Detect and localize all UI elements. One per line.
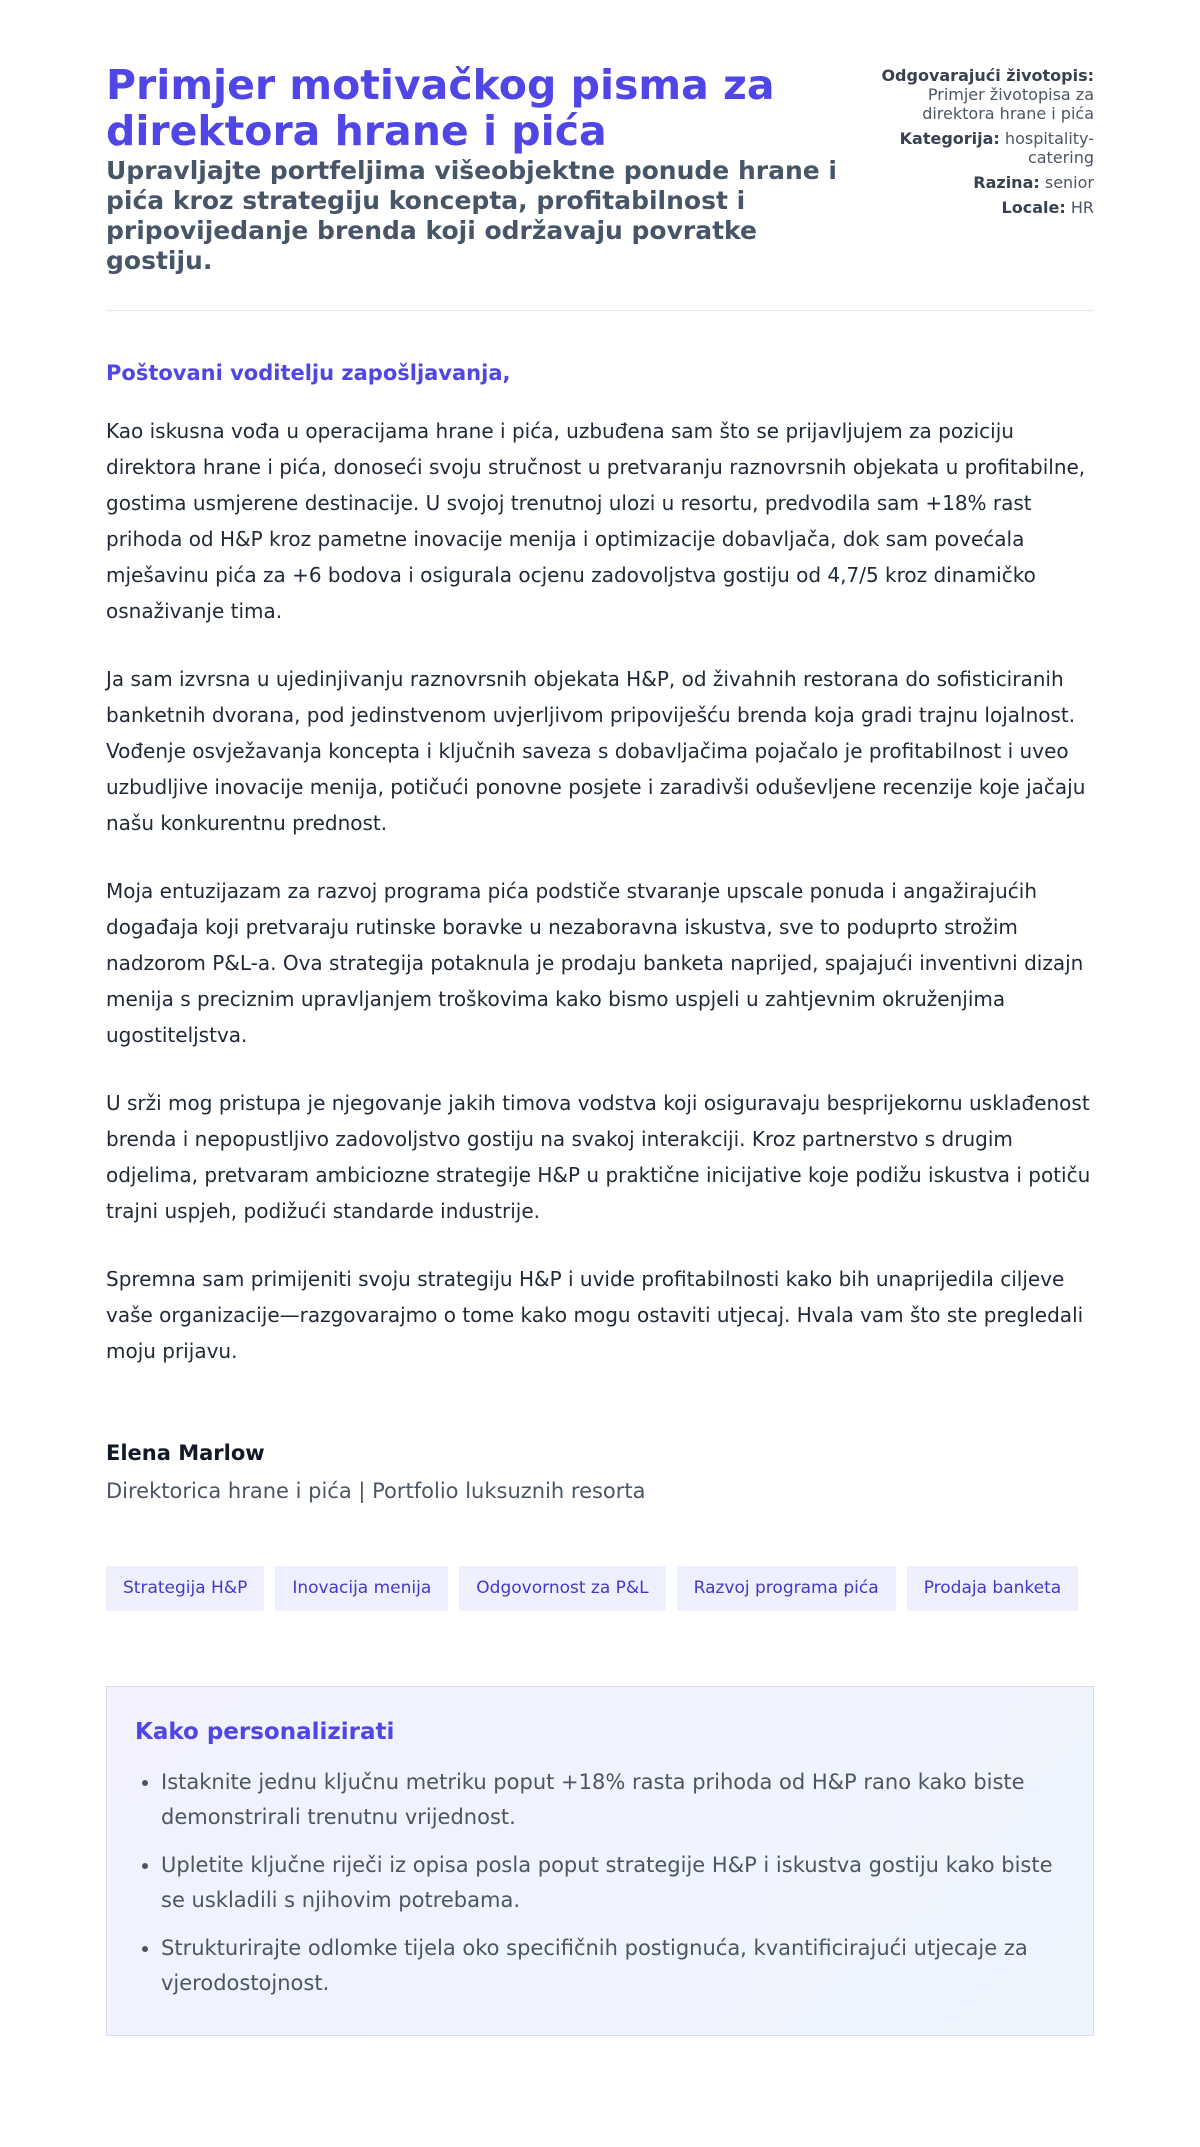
meta-category [879, 129, 1094, 167]
letter-paragraph: Moja entuzijazam za razvoj programa pića podstiče stvaranje upscale ponuda i angažirajućih događaja koji pretvaraju rutinske boravke u nezaboravna iskustva, sve to poduprto strožim nadzorom P&L-a. Ova strategija potaknula je prodaju banketa naprijed, spajajući inventivni dizajn menija s preciznim upravljanjem troškovima kako bismo uspjeli u zahtjevnim okruženjima ugostiteljstva. [106, 879, 1084, 1047]
page-subtitle: Upravljajte portfeljima višeobjektne ponude hrane i pića kroz strategiju koncepta, profitabilnost i pripovijedanje brenda koji održavaju povratke gostiju. [106, 156, 837, 275]
tips-item: • Upletite ključne riječi iz opisa posla poput strategije H&P i iskustva gostiju kako biste se uskladili s njihovim potrebama. [161, 1848, 1065, 1918]
skill-tag: Razvoj programa pića [677, 1566, 896, 1611]
meta-resume-label: Odgovarajući životopis: [881, 66, 1094, 85]
header-divider [106, 310, 1094, 311]
header-titles [106, 62, 866, 276]
meta-resume [879, 66, 1094, 123]
skill-tag: Inovacija menija [275, 1566, 448, 1611]
tips-list [135, 1765, 1065, 2001]
cover-letter-page [106, 0, 1094, 2036]
letter-body [106, 361, 1094, 1369]
meta-level-label: Razina: [973, 173, 1040, 192]
personalization-tips [106, 1686, 1094, 2036]
letter-paragraph: U srži mog pristupa je njegovanje jakih timova vodstva koji osiguravaju besprijekornu usklađenost brenda i nepopustljivo zadovoljstvo gostiju na svakoj interakciji. Kroz partnerstvo s drugim odjelima, pretvaram ambiciozne strategije H&P u praktične inicijative koje podižu iskustva i potiču trajni uspjeh, podižući standarde industrije. [106, 1091, 1091, 1223]
skill-tag: Strategija H&P [106, 1566, 264, 1611]
signature-role: Direktorica hrane i pića | Portfolio luksuznih resorta [106, 1479, 646, 1503]
signature-name: Elena Marlow [106, 1441, 265, 1465]
page-header [106, 62, 1094, 276]
letter-paragraph: Kao iskusna vođa u operacijama hrane i pića, uzbuđena sam što se prijavljujem za poziciju direktora hrane i pića, donoseći svoju stručnost u pretvaranju raznovrsnih objekata u profitabilne, gostima usmjerene destinacije. U svojoj trenutnoj ulozi u resortu, predvodila sam +18% rast prihoda od H&P kroz pametne inovacije menija i optimizacije dobavljača, dok sam povećala mješavinu pića za +6 bodova i osigurala ocjenu zadovoljstva gostiju od 4,7/5 kroz dinamičko osnaživanje tima. [106, 419, 1086, 623]
meta-level-value: senior [1044, 173, 1094, 192]
tips-item: • Strukturirajte odlomke tijela oko specifičnih postignuća, kvantificirajući utjecaje za vjerodostojnost. [161, 1931, 1065, 2001]
letter-paragraph: Ja sam izvrsna u ujedinjivanju raznovrsnih objekata H&P, od živahnih restorana do sofisticiranih banketnih dvorana, pod jedinstvenom uvjerljivom pripoviješću brenda koja gradi trajnu lojalnost. Vođenje osvježavanja koncepta i ključnih saveza s dobavljačima pojačalo je profitabilnost i uveo uzbudljive inovacije menija, potičući ponovne posjete i zaradivši oduševljene recenzije koje jačaju našu konkurentnu prednost. [106, 667, 1086, 835]
skill-tag: Odgovornost za P&L [459, 1566, 665, 1611]
skill-tag: Prodaja banketa [907, 1566, 1079, 1611]
tips-title: Kako personalizirati [135, 1719, 395, 1745]
skill-tags [106, 1566, 1094, 1611]
page-title: Primjer motivačkog pisma za direktora hrane i pića [106, 61, 775, 155]
meta-locale-value: HR [1070, 198, 1094, 217]
meta-category-label: Kategorija: [899, 129, 1000, 148]
meta-category-value: hospitality-catering [1004, 129, 1094, 167]
meta-panel [879, 66, 1094, 223]
meta-locale [879, 198, 1094, 217]
letter-paragraph: Spremna sam primijeniti svoju strategiju H&P i uvide profitabilnosti kako bih unaprijedila ciljeve vaše organizacije—razgovarajmo o tome kako mogu ostaviti utjecaj. Hvala vam što ste pregledali moju prijavu. [106, 1267, 1084, 1363]
meta-resume-value: Primjer životopisa za direktora hrane i pića [922, 85, 1094, 123]
signature [106, 1441, 1094, 1503]
meta-level [879, 173, 1094, 192]
tips-item: • Istaknite jednu ključnu metriku poput +18% rasta prihoda od H&P rano kako biste demonstrirali trenutnu vrijednost. [161, 1765, 1065, 1835]
letter-greeting: Poštovani voditelju zapošljavanja, [106, 361, 511, 385]
meta-locale-label: Locale: [1001, 198, 1066, 217]
